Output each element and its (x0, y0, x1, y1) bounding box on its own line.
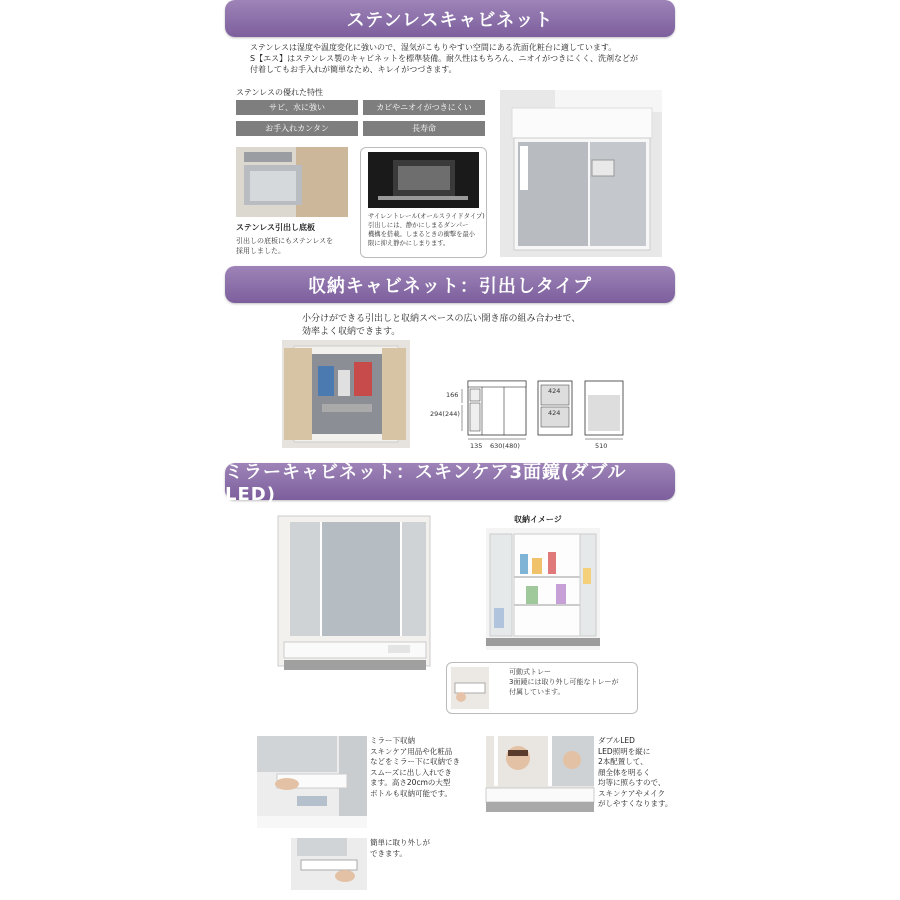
feature-badge: カビやニオイがつきにくい (363, 100, 485, 115)
dim-height-1: 166 (446, 391, 459, 399)
desc-line: 3面鏡には取り外し可能なトレーが (509, 678, 619, 686)
dim-drawer-1: 424 (548, 387, 561, 395)
section-title: ミラーキャビネット：スキンケア3面鏡(ダブルLED) (225, 462, 627, 505)
double-led-desc (598, 736, 672, 810)
drawer-photo (236, 147, 348, 217)
desc-line: 均等に照らすので、 (598, 778, 666, 787)
desc-line: 簡単に取り外しが (370, 838, 430, 847)
desc-line: スキンケア用品や化粧品 (370, 746, 453, 756)
dim-drawer-2: 424 (548, 409, 561, 417)
section-banner-stainless (225, 0, 675, 37)
desc-line: 限に抑え静かにしまります。 (368, 240, 450, 247)
desc-line: ボトルも収納可能です。 (370, 788, 452, 798)
tray-photo (451, 667, 489, 709)
mirror-cabinet-photo (276, 514, 434, 676)
desc-line: などをミラー下に収納でき (370, 757, 460, 766)
drawer-desc (236, 236, 333, 256)
rail-photo (368, 152, 479, 208)
desc-line: がしやすくなります。 (598, 799, 673, 808)
storage-desc (302, 313, 580, 339)
removable-tray-desc (370, 838, 430, 859)
desc-line: 顔全体を明るく (598, 767, 651, 777)
desc-line: ます。高さ20cmの大型 (370, 778, 451, 787)
intro-line: ステンレスは湿度や温度変化に強いので、湿気がこもりやすい空間にある洗面化粧台に適しています。 (250, 43, 617, 52)
section-banner-mirror (225, 462, 675, 505)
vanity-photo (500, 90, 662, 257)
intro-line: S【エス】はステンレス製のキャビネットを標準装備。耐久性はもちろん、ニオイがつきにくく、洗剤などが (250, 54, 638, 63)
dim-width-1: 135 (470, 442, 483, 450)
under-mirror-title: ミラー下収納 (370, 736, 415, 745)
rail-desc (368, 212, 486, 248)
tray-desc (509, 667, 618, 697)
drawer-title: ステンレス引出し底板 (236, 223, 315, 232)
dimension-diagram (430, 375, 640, 457)
double-led-photo (486, 736, 594, 812)
stainless-intro (250, 42, 670, 75)
front-view (462, 381, 526, 439)
desc-line: 小分けができる引出しと収納スペースの広い開き扉の組み合わせで、 (302, 314, 581, 324)
desc-line: できます。 (370, 848, 407, 858)
desc-line: スムーズに出し入れでき (370, 767, 452, 777)
desc-line: 2本配置して、 (598, 757, 648, 766)
intro-line: 付着してもお手入れが簡単なため、キレイがつづきます。 (250, 65, 457, 74)
dim-height-2: 294(244) (430, 410, 460, 418)
desc-line: サイレントレール(オールスライドタイプ) (368, 213, 485, 220)
double-led-title: ダブルLED (598, 736, 635, 745)
removable-tray-photo (291, 838, 367, 890)
storage-image-photo (486, 528, 600, 650)
storage-image-label: 収納イメージ (514, 515, 562, 524)
section-title: 収納キャビネット：引出しタイプ (307, 275, 593, 297)
storage-cabinet-photo (282, 340, 410, 448)
feature-badge: お手入れカンタン (236, 121, 358, 136)
feature-badge: サビ、水に強い (236, 100, 358, 115)
side-view (585, 381, 623, 439)
feature-badge: 長寿命 (363, 121, 485, 136)
tray-title: 可動式トレー (509, 668, 551, 676)
desc-line: 効率よく収納できます。 (302, 327, 401, 337)
dim-width-2: 630(480) (490, 442, 520, 450)
under-mirror-desc (370, 736, 460, 799)
section-banner-storage (225, 266, 675, 303)
rail-box (360, 147, 487, 258)
desc-line: 引出しの底板にもステンレスを (236, 237, 334, 245)
tray-box (446, 662, 638, 714)
desc-line: 引出しには、静かにしまるダンパー (368, 222, 469, 229)
desc-line: LED照明を縦に (598, 746, 651, 756)
desc-line: 機構を搭載。しまるときの衝撃を最小 (368, 231, 476, 238)
section-title: ステンレスキャビネット (346, 9, 554, 31)
desc-line: 採用しました。 (236, 247, 285, 255)
features-heading: ステンレスの優れた特性 (236, 88, 323, 97)
under-mirror-photo (257, 736, 367, 828)
desc-line: 付属しています。 (509, 688, 565, 696)
desc-line: スキンケアやメイク (598, 788, 665, 798)
dim-depth: 510 (595, 442, 608, 450)
